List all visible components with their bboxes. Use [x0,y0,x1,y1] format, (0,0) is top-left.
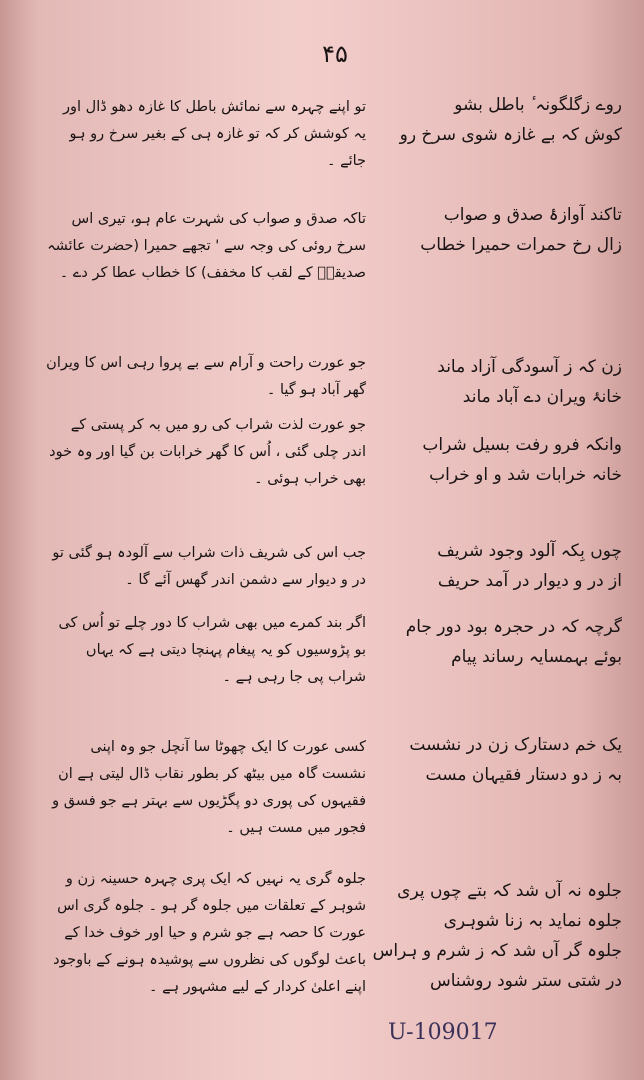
translation-paragraph: اگر بند کمرے میں بھی شراب کا دور چلے تو اُس کی بو پڑوسیوں کو یہ پیغام پہنچا دیتی ہے کہ یہاں شراب پی جا رہی ہے ۔ [58,615,366,685]
verse-line: جلوہ نہ آں شد کہ بتے چوں پری [397,881,622,901]
verse-line: زال رخ حمرات حمیرا خطاب [420,235,622,255]
verse-line: روے زگلگونہ ٔ باطل بشو [454,95,622,115]
verse-line: یک خم دستارک زن در نشست [409,735,622,755]
translation-paragraph: تو اپنے چہرہ سے نمائش باطل کا غازہ دھو ڈال اور یہ کوشش کر کہ تو غازہ ہی کے بغیر سرخ رو ہو جائے ۔ [63,99,366,169]
verse-line: وانکہ فرو رفت بسیل شراب [422,435,622,455]
verse-line: کوش کہ بے غازہ شوی سرخ رو [399,125,622,145]
verse-block [372,536,622,596]
page-number: ۴۵ [322,40,348,68]
verse-block [372,430,622,490]
verse-block [372,612,622,672]
verse-line: زن کہ ز آسودگی آزاد ماند [437,357,622,377]
verse-block [372,730,622,790]
verse-line: گرچہ کہ در حجرہ بود دور جام [405,617,622,637]
translation-paragraph: کسی عورت کا ایک چھوٹا سا آنچل جو وہ اپنی نشست گاہ میں بیٹھ کر بطور نقاب ڈال لیتی ہے ان فقیہوں کی پوری دو پگڑیوں سے بہتر ہے جو فسق و فجور میں مست ہیں ۔ [52,739,366,836]
catalog-number: U-109017 [388,1020,498,1045]
translation-paragraph: جو عورت راحت و آرام سے بے پروا رہی اس کا ویران گھر آباد ہو گیا ۔ [46,355,366,398]
verse-line: تاکند آوازۂ صدق و صواب [443,205,622,225]
verse-line: بہ ز دو دستار فقیہان مست [425,765,622,785]
translation-paragraph: جب اس کی شریف ذات شراب سے آلودہ ہو گئی تو در و دیوار سے دشمن اندر گھس آئے گا ۔ [52,545,366,588]
translation-paragraph: جو عورت لذت شراب کی رو میں بہ کر پستی کے اندر چلی گئی ، اُس کا گھر خرابات بن گیا اور وہ خود بھی خراب ہوئی ۔ [49,417,366,487]
verse-line: خانہ خرابات شد و او خراب [429,465,622,485]
verse-line: جلوہ نماید بہ زنا شوہری [443,911,622,931]
verse-block [372,876,622,996]
verse-line: در شتی ستر شود روشناس [429,971,622,991]
verse-block [372,352,622,412]
verse-line: بوئے بہمسایہ رساند پیام [451,647,622,667]
translation-paragraph: جلوہ گری یہ نہیں کہ ایک پری چہرہ حسینہ زن و شوہر کے تعلقات میں جلوہ گر ہو ۔ جلوہ گری اس عورت کا حصہ ہے جو شرم و حیا اور خوف خدا کے باعث لوگوں کی نظروں سے پوشیدہ ہونے کے باوجود اپنے اعلیٰ کردار کے لیے مشہور ہے ۔ [53,871,366,995]
verse-block [372,90,622,150]
translation-paragraph: تاکہ صدق و صواب کی شہرت عام ہو، تیری اس سرخ روئی کی وجہ سے ' تجھے حمیرا (حضرت عائشہ صدیقہؓ کے لقب کا مخفف) کا خطاب عطا کر دے ۔ [47,211,366,281]
verse-block [372,200,622,260]
verse-line: چوں بِکہ آلود وجود شریف [437,541,622,561]
verse-line: خانۂ ویران دے آباد ماند [462,387,622,407]
verse-line: جلوہ گر آں شد کہ ز شرم و ہراس [372,941,622,961]
verse-line: از در و دیوار در آمد حریف [437,571,622,591]
